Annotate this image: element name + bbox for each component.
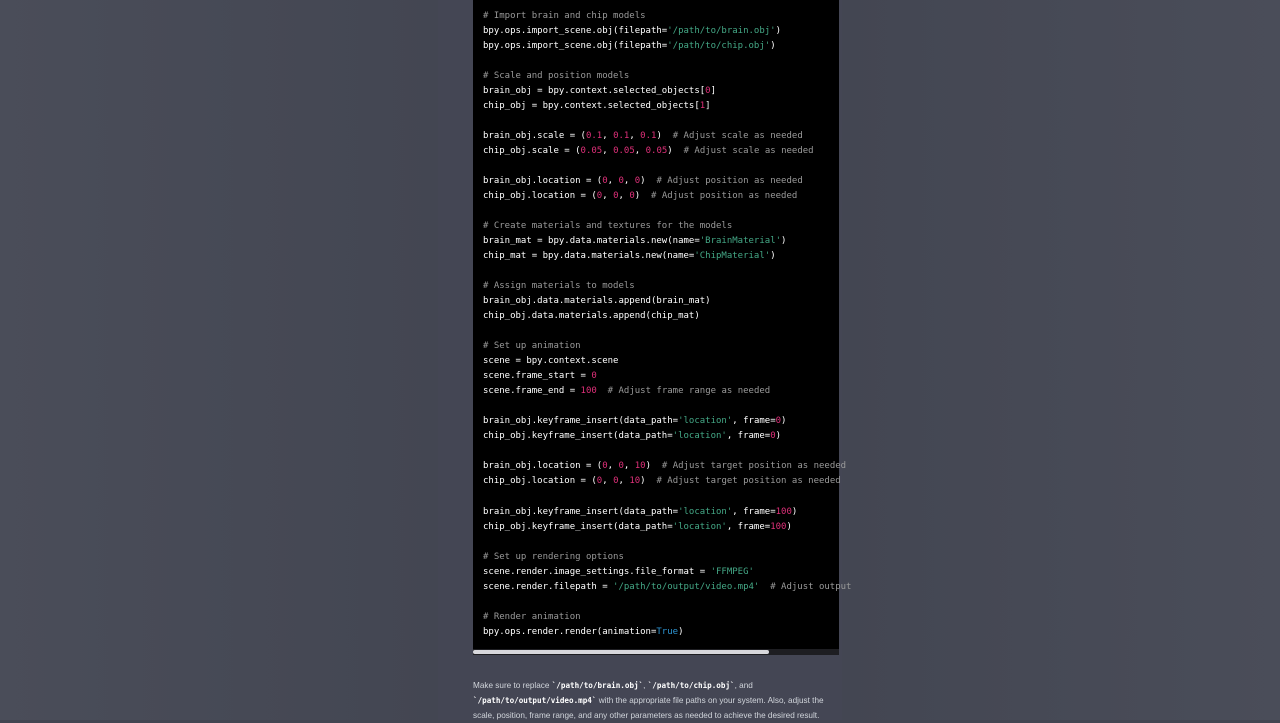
code-token-code: )	[775, 26, 782, 37]
code-token-code: )	[770, 251, 776, 262]
code-token-code	[759, 582, 770, 592]
code-token-number: 0.05	[645, 146, 668, 157]
code-line	[483, 324, 851, 339]
code-token-number: 100	[770, 521, 787, 532]
code-token-number: 0.1	[585, 131, 603, 142]
code-token-code: ,	[623, 461, 635, 472]
code-token-code: scene.frame_end =	[483, 386, 581, 397]
code-token-number: 10	[629, 476, 641, 487]
code-token-code: scene = bpy.context.scene	[483, 356, 619, 367]
code-token-code: , frame=	[732, 416, 776, 427]
code-token-number: 0.05	[613, 146, 635, 157]
code-line	[483, 234, 851, 249]
code-token-code: brain_obj.location = (	[483, 461, 603, 472]
code-line	[483, 399, 851, 414]
code-token-code: )	[656, 131, 673, 142]
scrollbar-thumb[interactable]	[473, 650, 769, 654]
code-token-code: ,	[607, 176, 619, 187]
code-line	[483, 339, 851, 354]
code-line	[483, 114, 851, 129]
code-line	[483, 294, 851, 309]
code-line	[483, 99, 851, 114]
code-token-code: , frame=	[732, 506, 776, 517]
code-token-string: 'location'	[678, 416, 733, 427]
code-line	[483, 444, 851, 459]
code-token-code: brain_obj.keyframe_insert(data_path=	[483, 506, 679, 517]
code-token-code: )	[634, 191, 652, 202]
code-token-code: chip_mat = bpy.data.materials.new(name=	[483, 251, 695, 262]
code-token-code: )	[781, 236, 787, 247]
code-line	[483, 535, 851, 550]
code-token-string: '/path/to/output/video.mp4'	[613, 581, 760, 592]
code-token-comment: # Import brain and chip models	[483, 11, 646, 21]
code-line	[483, 189, 851, 204]
code-token-comment: # Adjust position as needed	[651, 191, 798, 202]
code-line	[483, 474, 851, 489]
code-token-code: ,	[618, 191, 630, 202]
response-text: , and	[734, 681, 753, 690]
code-line	[483, 144, 851, 159]
code-token-number: 0	[613, 476, 619, 487]
code-token-code: brain_obj = bpy.context.selected_objects[	[483, 86, 706, 97]
code-line	[483, 384, 851, 399]
code-token-number: 0	[596, 476, 603, 487]
code-token-string: 'location'	[672, 521, 727, 532]
response-text: ,	[643, 681, 648, 690]
code-token-number: 0	[629, 191, 635, 202]
code-token-string: '/path/to/chip.obj'	[667, 41, 771, 52]
right-backdrop	[842, 0, 1280, 720]
code-token-code: )	[775, 431, 782, 442]
code-token-code: ,	[629, 131, 641, 142]
code-line	[483, 625, 851, 640]
code-token-code: ,	[634, 146, 646, 157]
code-token-number: 0.1	[640, 131, 657, 142]
code-token-code: )	[645, 461, 662, 472]
code-token-string: 'FFMPEG'	[710, 566, 754, 577]
code-token-code: bpy.ops.import_scene.obj(filepath=	[483, 41, 668, 52]
code-token-number: 0	[634, 176, 641, 187]
code-line	[483, 595, 851, 610]
code-token-code	[597, 386, 608, 396]
code-line	[483, 414, 851, 429]
code-token-comment: # Adjust output	[770, 581, 852, 592]
code-token-number: 0	[613, 191, 619, 202]
code-token-number: 0	[618, 176, 624, 187]
code-token-code: scene.render.image_settings.file_format =	[483, 566, 711, 577]
code-line	[483, 264, 851, 279]
code-token-comment: # Scale and position models	[483, 71, 630, 82]
code-token-number: 10	[634, 461, 646, 472]
code-token-code: , frame=	[726, 431, 771, 442]
code-line	[483, 174, 851, 189]
code-line	[483, 309, 851, 324]
code-token-code: bpy.ops.import_scene.obj(filepath=	[483, 26, 668, 37]
response-text: Make sure to replace	[473, 681, 552, 690]
code-token-code: )	[791, 506, 798, 517]
code-token-code: )	[678, 626, 684, 637]
code-token-number: 100	[775, 506, 792, 517]
code-token-code: brain_obj.data.materials.append(brain_mat)	[483, 296, 711, 307]
code-token-comment: # Set up animation	[483, 341, 581, 352]
code-line	[483, 459, 851, 474]
code-token-string: 'ChipMaterial'	[694, 251, 771, 262]
code-line	[483, 550, 851, 565]
response-paragraph	[473, 678, 839, 723]
code-line	[483, 354, 851, 369]
code-token-number: 0	[602, 176, 608, 187]
code-token-code: ,	[607, 461, 619, 472]
code-line	[483, 39, 851, 54]
code-line	[483, 24, 851, 39]
code-token-number: 0	[705, 86, 711, 97]
code-token-comment: # Adjust target position as needed	[656, 476, 841, 487]
code-token-code: )	[667, 146, 684, 157]
code-token-number: 0.1	[613, 131, 630, 142]
code-token-code: chip_obj.keyframe_insert(data_path=	[483, 521, 673, 532]
code-token-number: 1	[699, 101, 706, 112]
code-token-comment: # Render animation	[483, 611, 581, 622]
code-token-string: '/path/to/brain.obj'	[667, 26, 776, 37]
code-token-code: )	[781, 416, 787, 427]
code-token-comment: # Adjust scale as needed	[672, 131, 803, 142]
code-token-code: chip_obj.keyframe_insert(data_path=	[483, 431, 673, 442]
response-text: with the appropriate file paths on your system. Also, adjust the scale, position, frame range, and any other parameters as needed to achieve the desired result.	[473, 696, 824, 720]
code-block	[473, 0, 852, 655]
code-token-code: ,	[602, 146, 614, 157]
code-token-number: 0	[770, 431, 776, 442]
code-token-number: 0	[602, 461, 608, 472]
code-line	[483, 129, 851, 144]
code-token-code: chip_obj.data.materials.append(chip_mat)	[483, 311, 700, 322]
code-token-comment: # Create materials and textures for the models	[483, 221, 733, 232]
code-token-code: ,	[602, 191, 614, 202]
code-token-comment: # Set up rendering options	[483, 551, 624, 562]
code-token-code: chip_obj.location = (	[483, 191, 597, 202]
left-backdrop	[0, 0, 438, 720]
code-token-keyword: True	[656, 626, 679, 637]
code-token-code: scene.render.filepath =	[483, 581, 614, 592]
code-token-code: )	[770, 41, 776, 52]
code-token-code: scene.frame_start =	[483, 371, 592, 382]
code-line	[483, 520, 851, 535]
code-horizontal-scrollbar[interactable]	[473, 649, 839, 655]
code-token-code: ,	[602, 131, 614, 142]
code-token-code: )	[786, 521, 792, 532]
code-line	[483, 249, 851, 264]
code-token-code: brain_obj.scale = (	[483, 131, 586, 142]
code-line	[483, 490, 851, 505]
code-token-code: ,	[623, 176, 635, 187]
code-token-code: ,	[618, 476, 630, 487]
code-token-code: ]	[705, 101, 711, 112]
code-token-code: bpy.ops.render.render(animation=	[483, 626, 657, 637]
code-token-string: 'location'	[672, 431, 727, 442]
inline-code: `/path/to/brain.obj`	[551, 681, 644, 690]
code-token-comment: # Assign materials to models	[483, 281, 635, 292]
code-line	[483, 369, 851, 384]
inline-code: `/path/to/chip.obj`	[647, 681, 735, 690]
code-token-code: brain_obj.location = (	[483, 176, 603, 187]
code-line	[483, 204, 851, 219]
code-token-number: 0	[618, 461, 624, 472]
code-line	[483, 505, 851, 520]
code-token-code: chip_obj.scale = (	[483, 146, 581, 157]
code-token-number: 0	[591, 371, 597, 382]
code-token-code: ,	[602, 476, 614, 487]
code-token-number: 0.05	[580, 146, 603, 157]
code-line	[483, 54, 851, 69]
code-token-comment: # Adjust position as needed	[656, 176, 803, 187]
code-token-string: 'BrainMaterial'	[699, 236, 782, 247]
code-token-code: )	[640, 176, 657, 187]
code-token-code: chip_obj.location = (	[483, 476, 597, 487]
code-line	[483, 159, 851, 174]
code-token-code: , frame=	[726, 521, 771, 532]
code-line	[483, 429, 851, 444]
code-line	[483, 580, 851, 595]
code-token-comment: # Adjust scale as needed	[683, 146, 814, 157]
code-token-code: chip_obj = bpy.context.selected_objects[	[483, 101, 700, 112]
code-token-comment: # Adjust target position as needed	[661, 461, 847, 472]
code-line	[483, 279, 851, 294]
inline-code: `/path/to/output/video.mp4`	[473, 696, 597, 705]
code-token-code: ]	[710, 86, 717, 97]
code-line	[483, 9, 851, 24]
code-line	[483, 219, 851, 234]
code-token-code: brain_mat = bpy.data.materials.new(name=	[483, 236, 700, 247]
code-token-comment: # Adjust frame range as needed	[607, 386, 771, 397]
code-token-code: )	[640, 476, 657, 487]
code-content	[483, 9, 851, 640]
code-token-number: 100	[580, 386, 597, 397]
code-token-number: 0	[596, 191, 603, 202]
code-token-string: 'location'	[678, 506, 733, 517]
code-line	[483, 84, 851, 99]
code-token-number: 0	[775, 416, 782, 427]
code-line	[483, 565, 851, 580]
code-line	[483, 610, 851, 625]
code-line	[483, 69, 851, 84]
code-token-code: brain_obj.keyframe_insert(data_path=	[483, 416, 679, 427]
